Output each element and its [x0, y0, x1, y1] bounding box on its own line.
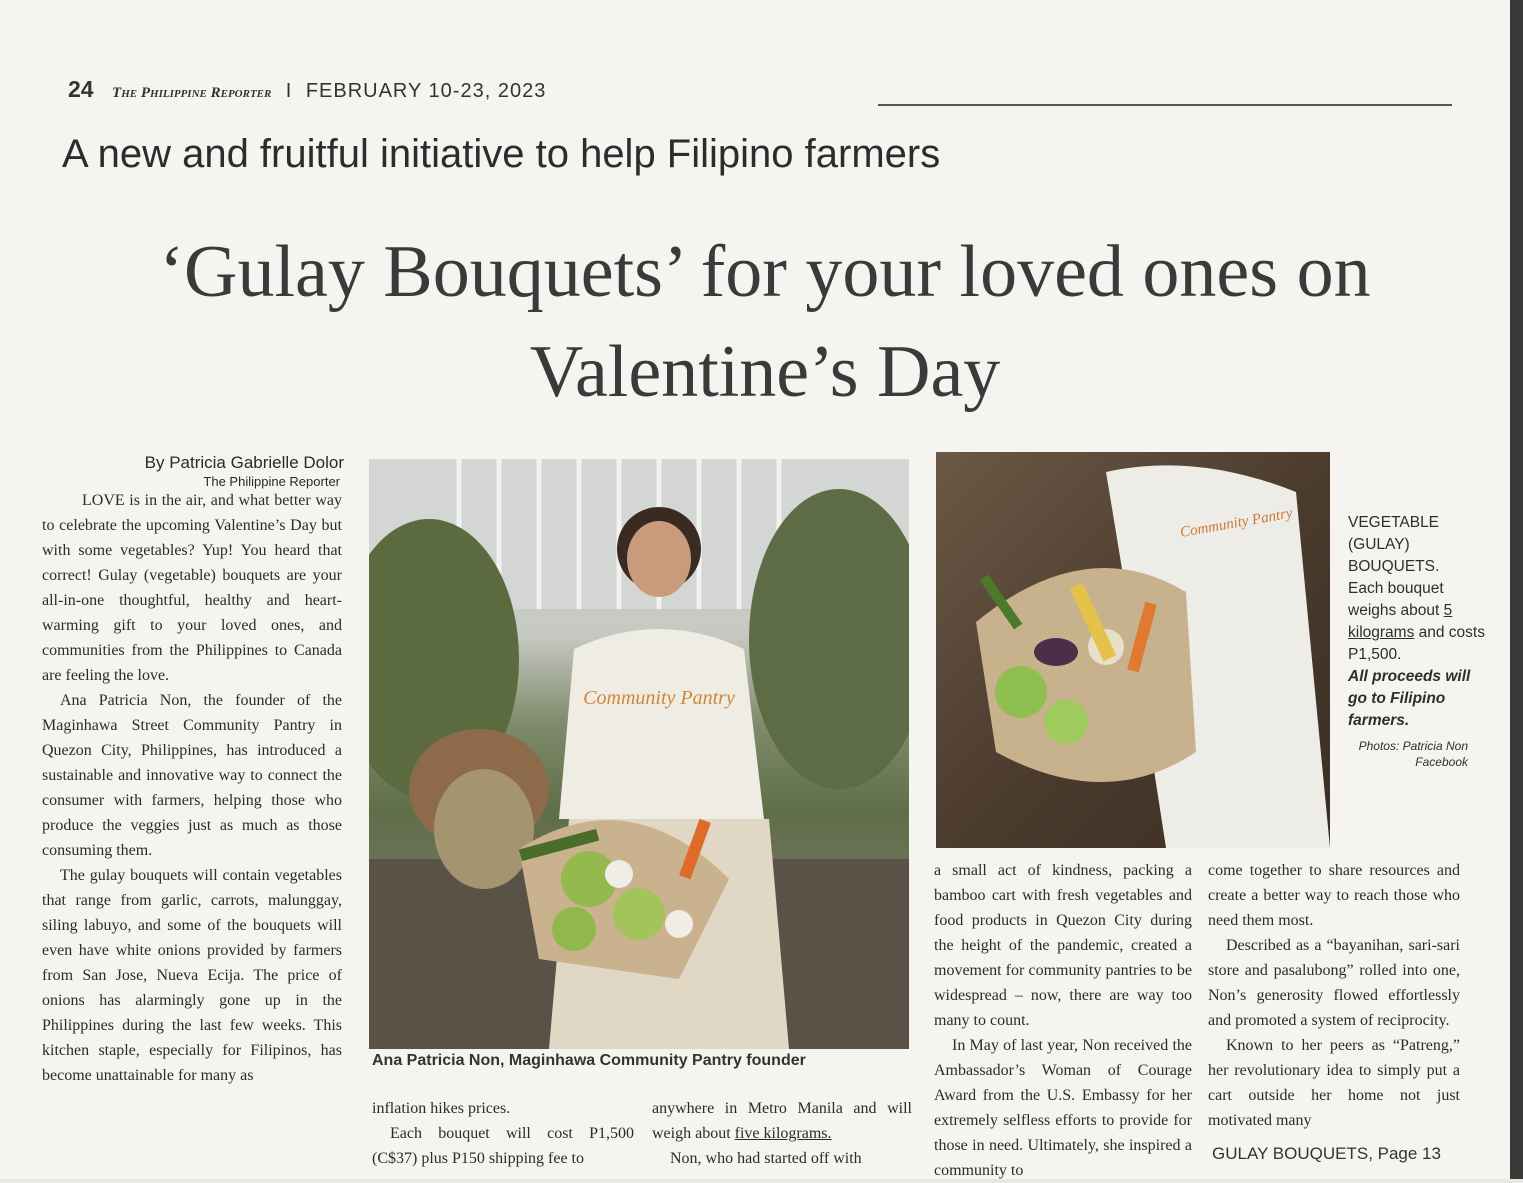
byline-author: By Patricia Gabrielle Dolor	[144, 453, 344, 472]
article-column-3	[652, 1096, 912, 1171]
page-edge-shadow	[1510, 0, 1523, 1179]
photo2-caption-text: Each bouquet weighs about	[1348, 580, 1444, 619]
shirt-text: Community Pantry	[583, 687, 735, 709]
article-paragraph: a small act of kindness, packing a bamboo cart with fresh vegetables and food products in Quezon City during the height of the pandemic, created a movement for community pantries to be widespread – now, there are way too many to count.	[934, 862, 1192, 1029]
masthead-rule	[878, 104, 1452, 106]
kicker: A new and fruitful initiative to help Filipino farmers	[62, 132, 941, 176]
masthead-separator: I	[285, 80, 292, 102]
article-paragraph: The gulay bouquets will contain vegetables that range from garlic, carrots, malunggay, siling labuyo, and some of the bouquets will even have white onions provided by farmers from San Jose, Nueva Ecija. The price of onions has alarmingly gone up in the Philippines during the last few weeks. This kitchen staple, especially for Filipinos, has become unattainable for many as	[42, 867, 342, 1084]
photo1-illustration	[369, 459, 909, 1049]
article-paragraph: Known to her peers as “Patreng,” her revolutionary idea to simply put a cart outside her home not just motivated many	[1208, 1037, 1460, 1129]
photo1-caption: Ana Patricia Non, Maginhawa Community Pantry founder	[372, 1052, 806, 1069]
paper-name: The Philippine Reporter	[112, 85, 272, 101]
photo-credit: Photos: Patricia Non Facebook	[1358, 739, 1468, 769]
article-paragraph: LOVE is in the air, and what better way to celebrate the upcoming Valentine’s Day but with some vegetables? Yup! You heard that correct! Gulay (vegetable) bouquets are your all-in-one thoughtful, healthy and heart-warming gift to your loved ones, and communities from the Philippines to Canada are feeling the love.	[42, 492, 342, 684]
photo2-caption-weight: 5 kilograms	[1348, 602, 1453, 641]
article-paragraph: come together to share resources and create a better way to reach those who need them most.	[1208, 862, 1460, 929]
apron-text: Community Pantry	[1178, 505, 1294, 541]
issue-date: FEBRUARY 10-23, 2023	[305, 80, 547, 102]
article-column-4	[934, 858, 1192, 1183]
article-paragraph: Ana Patricia Non, the founder of the Maginhawa Street Community Pantry in Quezon City, Philippines, has introduced a sustainable and innovative way to connect the consumer with farmers, helping those who produce the veggies just as much as those consuming them.	[42, 692, 342, 859]
article-column-1	[42, 488, 342, 1088]
article-paragraph: Each bouquet will cost P1,500 (C$37) plus P150 shipping fee to	[372, 1125, 634, 1167]
photo-vegetable-bouquet	[936, 452, 1330, 848]
photo2-caption-heading: VEGETABLE (GULAY) BOUQUETS.	[1348, 514, 1440, 575]
article-paragraph: In May of last year, Non received the Ambassador’s Woman of Courage Award from the U.S. Embassy for her extremely selfless efforts to provide for those in need. Ultimately, she inspired a community to	[934, 1037, 1192, 1179]
page-number: 24	[68, 76, 94, 102]
photo2-illustration	[936, 452, 1330, 848]
photo2-caption-emphasis: All proceeds will go to Filipino farmers.	[1348, 668, 1471, 729]
masthead	[68, 76, 546, 103]
byline-organization: The Philippine Reporter	[203, 474, 340, 489]
article-column-2	[372, 1096, 634, 1171]
article-paragraph: inflation hikes prices.	[372, 1100, 511, 1117]
photo2-caption	[1348, 512, 1488, 770]
article-text: anywhere in Metro Manila and will weigh about	[652, 1100, 912, 1142]
article-paragraph: Non, who had started off with	[670, 1150, 862, 1167]
byline	[44, 452, 344, 490]
article-paragraph	[652, 1096, 912, 1146]
article-paragraph: Described as a “bayanihan, sari-sari store and pasalubong” rolled into one, Non’s generosity flowed effortlessly and promoted a system of reciprocity.	[1208, 937, 1460, 1029]
article-column-5	[1208, 858, 1460, 1133]
article-text-weight: five kilograms.	[734, 1125, 832, 1142]
continued-on-page[interactable]: GULAY BOUQUETS, Page 13	[1212, 1144, 1441, 1163]
photo-ana-patricia-non	[369, 459, 909, 1049]
photo2-caption-price: and costs P1,500.	[1348, 624, 1485, 663]
photo2-caption-body	[1348, 578, 1488, 666]
headline: ‘Gulay Bouquets’ for your loved ones on Valentine’s Day	[159, 231, 1371, 413]
